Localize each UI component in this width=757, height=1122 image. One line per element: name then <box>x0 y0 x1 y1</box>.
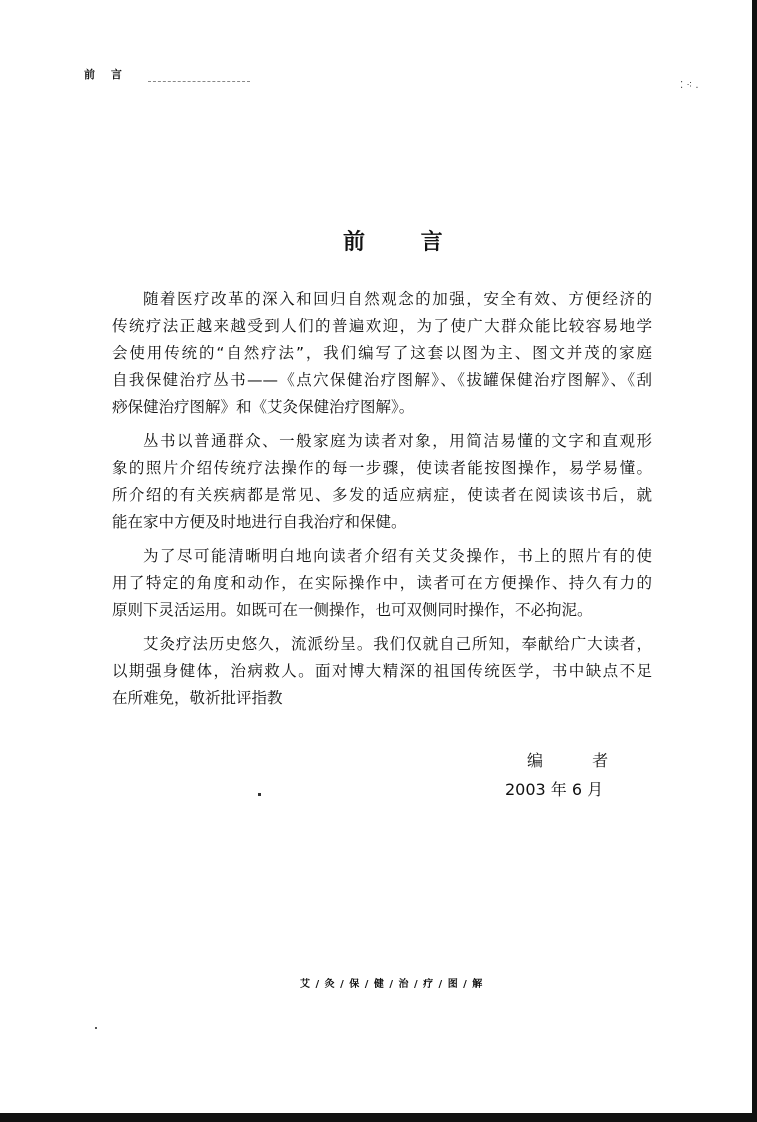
text-line: 象的照片介绍传统疗法操作的每一步骤，使读者能按图操作，易学易懂。 <box>112 459 652 477</box>
scan-edge-bottom <box>0 1113 757 1122</box>
book-title-footer: 艾 / 灸 / 保 / 健 / 治 / 疗 / 图 / 解 <box>300 979 484 990</box>
scan-specks: ⁚ ⁖ . <box>680 80 699 91</box>
text-line: 以期强身健体，治病救人。面对博大精深的祖国传统医学，书中缺点不足 <box>112 662 652 680</box>
running-head: 前 言 <box>84 68 128 81</box>
text-line: 所介绍的有关疾病都是常见、多发的适应病症，使读者在阅读该书后，就 <box>112 486 652 504</box>
text-line: 在所难免，敬祈批评指教 <box>112 689 283 707</box>
paragraph <box>112 543 652 624</box>
paragraph <box>112 631 652 712</box>
signature: 编 者 <box>527 751 631 770</box>
text-line: 自我保健治疗丛书——《点穴保健治疗图解》、《拔罐保健治疗图解》、《刮 <box>112 371 652 389</box>
scan-speck <box>95 1027 97 1029</box>
date: 2003 年 6 月 <box>505 780 604 799</box>
text-line: 原则下灵活运用。如既可在一侧操作，也可双侧同时操作，不必拘泥。 <box>112 601 593 619</box>
header-rule <box>148 81 250 83</box>
scan-speck <box>258 793 261 796</box>
paragraph <box>112 428 652 536</box>
text-line: 随着医疗改革的深入和回归自然观念的加强，安全有效、方便经济的 <box>143 290 652 308</box>
page-title: 前 言 <box>343 230 467 255</box>
text-line: 痧保健治疗图解》和《艾灸保健治疗图解》。 <box>112 398 415 416</box>
paragraph <box>112 286 652 421</box>
text-line: 传统疗法正越来越受到人们的普遍欢迎，为了使广大群众能比较容易地学 <box>112 317 652 335</box>
text-line: 丛书以普通群众、一般家庭为读者对象，用简洁易懂的文字和直观形 <box>143 432 652 450</box>
text-line: 会使用传统的“自然疗法”，我们编写了这套以图为主、图文并茂的家庭 <box>112 344 652 362</box>
text-line: 用了特定的角度和动作，在实际操作中，读者可在方便操作、持久有力的 <box>112 574 652 592</box>
preface-body <box>112 286 652 719</box>
text-line: 能在家中方便及时地进行自我治疗和保健。 <box>112 513 407 531</box>
text-line: 为了尽可能清晰明白地向读者介绍有关艾灸操作，书上的照片有的使 <box>143 547 652 565</box>
text-line: 艾灸疗法历史悠久，流派纷呈。我们仅就自己所知，奉献给广大读者， <box>143 635 652 653</box>
scan-edge-right <box>752 0 757 1122</box>
